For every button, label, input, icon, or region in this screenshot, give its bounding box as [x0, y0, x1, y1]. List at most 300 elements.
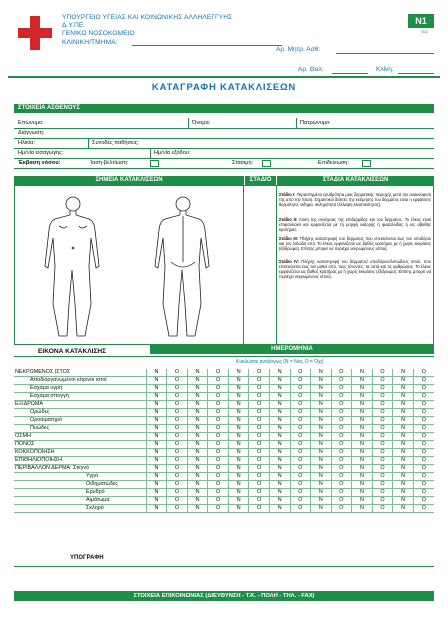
answer-cell[interactable]: O — [413, 489, 434, 497]
answer-cell[interactable]: O — [208, 481, 229, 489]
answer-cell[interactable]: N — [228, 441, 249, 449]
clinic-field[interactable] — [132, 45, 282, 46]
answer-cell[interactable]: O — [413, 377, 434, 385]
answer-cell[interactable]: N — [228, 457, 249, 465]
table-row — [14, 425, 434, 433]
answer-cell[interactable]: O — [208, 417, 229, 425]
answer-cell[interactable]: O — [331, 409, 352, 417]
answer-cell[interactable]: N — [228, 369, 249, 377]
answer-cell[interactable]: O — [167, 497, 188, 505]
answer-cell[interactable]: O — [249, 489, 270, 497]
stable-checkbox[interactable] — [262, 160, 271, 167]
answer-cell[interactable]: N — [187, 385, 208, 393]
answer-cell[interactable]: N — [393, 465, 414, 473]
answer-cell[interactable]: O — [331, 385, 352, 393]
answer-cell[interactable]: N — [187, 473, 208, 481]
answer-cell[interactable]: N — [146, 489, 167, 497]
kl-field[interactable] — [398, 73, 434, 74]
answer-cell[interactable]: N — [187, 433, 208, 441]
answer-cell[interactable]: O — [331, 425, 352, 433]
row-label: Αποδιοργανωμένοι κίτρινοι ιστοί — [14, 377, 146, 385]
answer-cell[interactable]: N — [187, 497, 208, 505]
answer-cell[interactable]: O — [372, 425, 393, 433]
wound-image-label: ΕΙΚΟΝΑ ΚΑΤΑΚΛΙΣΗΣ — [38, 348, 107, 355]
organization-block — [62, 14, 232, 47]
answer-cell[interactable]: N — [393, 417, 414, 425]
answer-cell[interactable]: O — [413, 433, 434, 441]
answer-cell[interactable]: O — [167, 417, 188, 425]
answer-cell[interactable]: O — [167, 473, 188, 481]
answer-cell[interactable]: O — [331, 401, 352, 409]
answer-cell[interactable]: O — [208, 385, 229, 393]
answer-cell[interactable]: O — [413, 457, 434, 465]
answer-cell[interactable]: N — [393, 497, 414, 505]
answer-cell[interactable]: N — [393, 505, 414, 513]
answer-cell[interactable]: O — [372, 497, 393, 505]
answer-cell[interactable]: O — [249, 377, 270, 385]
row-label: ΟΣΜΗ — [14, 433, 146, 441]
answer-cell[interactable]: N — [311, 409, 332, 417]
answer-cell[interactable]: N — [269, 377, 290, 385]
answer-cell[interactable]: N — [311, 393, 332, 401]
answer-cell[interactable]: N — [311, 505, 332, 513]
answer-cell[interactable]: O — [331, 473, 352, 481]
answer-cell[interactable]: O — [372, 505, 393, 513]
answer-cell[interactable]: N — [146, 473, 167, 481]
answer-cell[interactable]: O — [331, 393, 352, 401]
answer-cell[interactable]: N — [228, 473, 249, 481]
answer-cell[interactable]: O — [249, 385, 270, 393]
answer-cell[interactable]: O — [372, 401, 393, 409]
mitr-label: Αρ. Μητρ. Ασθ: — [276, 46, 320, 53]
answer-cell[interactable]: O — [167, 401, 188, 409]
answer-cell[interactable]: O — [208, 441, 229, 449]
date-header: ΗΜΕΡΟΜΗΝΙΑ — [150, 345, 434, 354]
answer-cell[interactable]: N — [393, 401, 414, 409]
answer-cell[interactable]: O — [331, 377, 352, 385]
answer-cell[interactable]: O — [413, 449, 434, 457]
answer-cell[interactable]: N — [146, 417, 167, 425]
answer-cell[interactable]: O — [290, 449, 311, 457]
answer-cell[interactable]: O — [331, 481, 352, 489]
answer-cell[interactable]: O — [208, 377, 229, 385]
answer-cell[interactable]: O — [331, 465, 352, 473]
answer-cell[interactable]: N — [311, 465, 332, 473]
answer-cell[interactable]: N — [228, 433, 249, 441]
answer-cell[interactable]: N — [393, 449, 414, 457]
kl-label: Κλίνη: — [376, 66, 394, 73]
answer-cell[interactable]: N — [228, 385, 249, 393]
answer-cell[interactable]: N — [269, 409, 290, 417]
answer-cell[interactable]: N — [352, 393, 373, 401]
answer-cell[interactable]: O — [372, 385, 393, 393]
answer-cell[interactable]: N — [269, 457, 290, 465]
answer-cell[interactable]: O — [249, 409, 270, 417]
answer-cell[interactable]: N — [311, 385, 332, 393]
answer-cell[interactable]: O — [413, 473, 434, 481]
answer-cell[interactable]: N — [146, 425, 167, 433]
answer-cell[interactable]: O — [290, 505, 311, 513]
answer-cell[interactable]: O — [208, 465, 229, 473]
answer-cell[interactable]: O — [167, 505, 188, 513]
answer-cell[interactable]: N — [146, 401, 167, 409]
table-row — [14, 473, 434, 481]
answer-cell[interactable]: N — [352, 457, 373, 465]
answer-cell[interactable]: N — [393, 409, 414, 417]
answer-cell[interactable]: N — [146, 497, 167, 505]
answer-cell[interactable]: N — [393, 433, 414, 441]
answer-cell[interactable]: N — [352, 385, 373, 393]
answer-cell[interactable]: N — [228, 465, 249, 473]
answer-cell[interactable]: O — [290, 377, 311, 385]
answer-cell[interactable]: O — [331, 369, 352, 377]
answer-cell[interactable]: N — [269, 369, 290, 377]
answer-cell[interactable]: O — [372, 489, 393, 497]
answer-cell[interactable]: N — [269, 449, 290, 457]
answer-cell[interactable]: N — [146, 409, 167, 417]
answer-cell[interactable]: O — [249, 401, 270, 409]
answer-cell[interactable]: O — [372, 473, 393, 481]
answer-cell[interactable]: N — [311, 417, 332, 425]
answer-cell[interactable]: O — [249, 441, 270, 449]
answer-cell[interactable]: N — [187, 377, 208, 385]
answer-cell[interactable]: O — [372, 441, 393, 449]
answer-cell[interactable]: O — [413, 497, 434, 505]
answer-cell[interactable]: N — [187, 505, 208, 513]
answer-cell[interactable]: O — [372, 369, 393, 377]
answer-cell[interactable]: N — [228, 497, 249, 505]
answer-cell[interactable]: N — [187, 465, 208, 473]
answer-cell[interactable]: N — [146, 433, 167, 441]
answer-cell[interactable]: O — [249, 465, 270, 473]
answer-cell[interactable]: O — [413, 441, 434, 449]
answer-cell[interactable]: N — [228, 401, 249, 409]
answer-cell[interactable]: N — [187, 425, 208, 433]
answer-cell[interactable]: O — [331, 449, 352, 457]
header — [8, 8, 440, 78]
answer-cell[interactable]: N — [187, 449, 208, 457]
answer-cell[interactable]: N — [146, 377, 167, 385]
answer-cell[interactable]: O — [290, 433, 311, 441]
answer-cell[interactable]: O — [167, 433, 188, 441]
answer-cell[interactable]: N — [187, 441, 208, 449]
answer-cell[interactable]: N — [187, 417, 208, 425]
answer-cell[interactable]: O — [249, 449, 270, 457]
answer-cell[interactable]: O — [413, 505, 434, 513]
answer-cell[interactable]: N — [311, 449, 332, 457]
form-code-sub: 511 — [421, 29, 428, 34]
mitr-field[interactable] — [336, 53, 434, 54]
answer-cell[interactable]: N — [269, 497, 290, 505]
answer-cell[interactable]: N — [146, 505, 167, 513]
table-row — [14, 505, 434, 513]
answer-cell[interactable]: N — [311, 433, 332, 441]
answer-cell[interactable]: N — [393, 489, 414, 497]
worsening-checkbox[interactable] — [362, 160, 371, 167]
answer-cell[interactable]: N — [352, 417, 373, 425]
answer-cell[interactable]: O — [249, 433, 270, 441]
answer-cell[interactable]: N — [352, 489, 373, 497]
answer-cell[interactable]: N — [393, 377, 414, 385]
answer-cell[interactable]: O — [372, 465, 393, 473]
answer-cell[interactable]: N — [187, 481, 208, 489]
answer-cell[interactable]: O — [290, 465, 311, 473]
answer-cell[interactable]: O — [331, 417, 352, 425]
answer-cell[interactable]: O — [331, 489, 352, 497]
answer-cell[interactable]: N — [352, 449, 373, 457]
stage-3-text: Στάδιο ΙΙΙ: Πλήρης καταστροφή του δέρματος που επεκτείνεται έως τον υποδόριο και τον λιπώδη ιστό. Το έλκος εμφανίζεται ως βαθύς κρατήρας με ή χωρίς εκκρίσεις (έξιδρωμα). Επίσης μπορεί να περιέχει νεκρωμένους ιστούς. — [279, 235, 432, 251]
page-title: ΚΑΤΑΓΡΑΦΗ ΚΑΤΑΚΛΙΣΕΩΝ — [151, 82, 297, 93]
signature-label: ΥΠΟΓΡΑΦΗ — [70, 555, 104, 561]
answer-cell[interactable]: O — [249, 417, 270, 425]
answer-cell[interactable]: N — [311, 457, 332, 465]
body-diagram-panel[interactable] — [14, 185, 244, 345]
answer-cell[interactable]: N — [228, 449, 249, 457]
row-label: Ορώδες — [14, 409, 146, 417]
answer-cell[interactable]: O — [249, 369, 270, 377]
answer-cell[interactable]: O — [167, 465, 188, 473]
legend-note: Κυκλώστε αναλόγως (N = Ναι, O = Όχι) — [236, 359, 324, 365]
answer-cell[interactable]: N — [146, 441, 167, 449]
answer-cell[interactable]: N — [352, 377, 373, 385]
answer-cell[interactable]: N — [269, 481, 290, 489]
answer-cell[interactable]: N — [352, 497, 373, 505]
answer-cell[interactable]: N — [352, 465, 373, 473]
answer-cell[interactable]: O — [167, 481, 188, 489]
answer-cell[interactable]: N — [393, 481, 414, 489]
answer-cell[interactable]: O — [413, 385, 434, 393]
answer-cell[interactable]: O — [290, 393, 311, 401]
table-row — [14, 369, 434, 377]
discharge-date-label: Ημ/νία εξόδου: — [154, 150, 191, 156]
answer-cell[interactable]: N — [187, 393, 208, 401]
stages-header: ΣΤΑΔΙΑ ΚΑΤΑΚΛΙΣΕΩΝ — [276, 176, 434, 185]
answer-cell[interactable]: N — [269, 505, 290, 513]
answer-cell[interactable]: O — [372, 449, 393, 457]
answer-cell[interactable]: N — [311, 441, 332, 449]
answer-cell[interactable]: N — [352, 473, 373, 481]
answer-cell[interactable]: N — [146, 457, 167, 465]
answer-cell[interactable]: N — [228, 377, 249, 385]
answer-cell[interactable]: N — [311, 497, 332, 505]
answer-cell[interactable]: N — [187, 369, 208, 377]
answer-cell[interactable]: O — [290, 489, 311, 497]
answer-cell[interactable]: N — [269, 401, 290, 409]
answer-cell[interactable]: O — [290, 497, 311, 505]
answer-cell[interactable]: N — [311, 473, 332, 481]
red-cross-icon — [18, 16, 52, 50]
answer-cell[interactable]: O — [331, 457, 352, 465]
answer-cell[interactable]: N — [393, 457, 414, 465]
answer-cell[interactable]: N — [228, 505, 249, 513]
answer-cell[interactable]: N — [269, 417, 290, 425]
answer-cell[interactable]: N — [393, 393, 414, 401]
table-row — [14, 489, 434, 497]
answer-cell[interactable]: N — [269, 393, 290, 401]
answer-cell[interactable]: N — [352, 425, 373, 433]
answer-cell[interactable]: O — [372, 409, 393, 417]
answer-cell[interactable]: O — [208, 505, 229, 513]
answer-cell[interactable]: N — [352, 505, 373, 513]
answer-cell[interactable]: O — [290, 473, 311, 481]
answer-cell[interactable]: N — [269, 465, 290, 473]
answer-cell[interactable]: O — [167, 369, 188, 377]
answer-cell[interactable]: O — [167, 393, 188, 401]
answer-cell[interactable]: O — [331, 497, 352, 505]
answer-cell[interactable]: N — [146, 481, 167, 489]
answer-cell[interactable]: O — [208, 497, 229, 505]
answer-cell[interactable]: O — [413, 393, 434, 401]
answer-cell[interactable]: O — [413, 369, 434, 377]
answer-cell[interactable]: O — [167, 385, 188, 393]
answer-cell[interactable]: N — [228, 425, 249, 433]
answer-cell[interactable]: O — [372, 433, 393, 441]
answer-cell[interactable]: O — [249, 481, 270, 489]
answer-cell[interactable]: O — [208, 489, 229, 497]
answer-cell[interactable]: N — [393, 369, 414, 377]
worsening-label: Επιδείνωση: — [318, 160, 349, 166]
answer-cell[interactable]: N — [146, 465, 167, 473]
answer-cell[interactable]: O — [372, 417, 393, 425]
answer-cell[interactable]: N — [146, 449, 167, 457]
answer-cell[interactable]: O — [167, 457, 188, 465]
answer-cell[interactable]: O — [249, 425, 270, 433]
answer-cell[interactable]: N — [352, 433, 373, 441]
answer-cell[interactable]: O — [413, 417, 434, 425]
answer-cell[interactable]: O — [290, 369, 311, 377]
answer-cell[interactable]: O — [208, 473, 229, 481]
answer-cell[interactable]: O — [372, 377, 393, 385]
answer-cell[interactable]: O — [372, 393, 393, 401]
answer-cell[interactable]: N — [228, 489, 249, 497]
answer-cell[interactable]: O — [413, 465, 434, 473]
answer-cell[interactable]: O — [290, 457, 311, 465]
answer-cell[interactable]: N — [269, 441, 290, 449]
answer-cell[interactable]: O — [208, 409, 229, 417]
answer-cell[interactable]: O — [372, 457, 393, 465]
answer-cell[interactable]: N — [269, 425, 290, 433]
org-line: ΓΕΝΙΚΟ ΝΟΣΟΚΟΜΕΙΟ — [62, 30, 135, 38]
answer-cell[interactable]: O — [249, 497, 270, 505]
row-label: Ερυθρό — [14, 489, 146, 497]
answer-cell[interactable]: N — [352, 409, 373, 417]
answer-cell[interactable]: O — [413, 401, 434, 409]
answer-cell[interactable]: N — [269, 489, 290, 497]
answer-cell[interactable]: O — [331, 441, 352, 449]
answer-cell[interactable]: N — [311, 377, 332, 385]
table-row — [14, 433, 434, 441]
answer-cell[interactable]: O — [249, 457, 270, 465]
row-label: ΕΠΙΘΗΛΙΟΠΟΙΗΣΗ — [14, 457, 146, 465]
answer-cell[interactable]: N — [269, 385, 290, 393]
answer-cell[interactable]: O — [290, 409, 311, 417]
answer-cell[interactable]: O — [208, 401, 229, 409]
answer-cell[interactable]: O — [249, 473, 270, 481]
stage-2-text: Στάδιο ΙΙ: Λύση της συνέχειας της επιδερμίδας και του δέρματος. Το έλκος είναι επιφανειακό και εμφανίζεται με τη μορφή εκδορής ή φυσαλλίδας ή ως αβαθής κρατήρας. — [279, 217, 431, 233]
answer-cell[interactable]: N — [269, 473, 290, 481]
thal-field[interactable] — [332, 73, 368, 74]
answer-cell[interactable]: N — [269, 433, 290, 441]
answer-cell[interactable]: N — [187, 457, 208, 465]
answer-cell[interactable]: N — [228, 481, 249, 489]
improvement-checkbox[interactable] — [150, 160, 159, 167]
name-label: Όνομα: — [192, 120, 211, 126]
table-row — [14, 449, 434, 457]
answer-cell[interactable]: N — [352, 481, 373, 489]
answer-cell[interactable]: O — [372, 481, 393, 489]
answer-cell[interactable]: N — [228, 393, 249, 401]
row-label: ΝΕΚΡΩΜΕΝΟΣ ΙΣΤΟΣ — [14, 369, 146, 377]
answer-cell[interactable]: N — [187, 401, 208, 409]
answer-cell[interactable]: O — [290, 425, 311, 433]
answer-cell[interactable]: O — [331, 505, 352, 513]
admission-date-label: Ημ/νία εισαγωγής: — [18, 150, 64, 156]
contact-footer: ΣΤΟΙΧΕΙΑ ΕΠΙΚΟΙΝΩΝΙΑΣ (ΔΙΕΥΘΥΝΣΗ - Τ.Κ. - ΠΟΛΗ - ΤΗΛ. - FAX) — [14, 591, 434, 601]
answer-cell[interactable]: O — [413, 409, 434, 417]
answer-cell[interactable]: O — [290, 481, 311, 489]
answer-cell[interactable]: O — [290, 385, 311, 393]
answer-cell[interactable]: N — [146, 369, 167, 377]
answer-cell[interactable]: N — [393, 385, 414, 393]
answer-cell[interactable]: N — [311, 481, 332, 489]
answer-cell[interactable]: O — [208, 393, 229, 401]
answer-cell[interactable]: O — [208, 425, 229, 433]
answer-cell[interactable]: O — [413, 425, 434, 433]
answer-cell[interactable]: O — [167, 409, 188, 417]
answer-cell[interactable]: O — [167, 489, 188, 497]
answer-cell[interactable]: N — [311, 425, 332, 433]
answer-cell[interactable]: N — [146, 385, 167, 393]
answer-cell[interactable]: N — [352, 401, 373, 409]
answer-cell[interactable]: O — [208, 433, 229, 441]
answer-cell[interactable]: O — [290, 441, 311, 449]
answer-cell[interactable]: N — [393, 473, 414, 481]
answer-cell[interactable]: N — [311, 401, 332, 409]
answer-cell[interactable]: N — [311, 369, 332, 377]
thal-label: Αρ. Θαλ: — [298, 66, 324, 73]
answer-cell[interactable]: N — [393, 441, 414, 449]
improvement-label: Ίαση-βελτίωση: — [90, 160, 129, 166]
form-code-badge: N1 — [408, 14, 434, 28]
answer-cell[interactable]: N — [393, 425, 414, 433]
answer-cell[interactable]: O — [208, 449, 229, 457]
answer-cell[interactable]: O — [167, 425, 188, 433]
answer-cell[interactable]: O — [249, 393, 270, 401]
answer-cell[interactable]: O — [249, 505, 270, 513]
answer-cell[interactable]: N — [352, 369, 373, 377]
answer-cell[interactable]: O — [331, 433, 352, 441]
answer-cell[interactable]: O — [413, 481, 434, 489]
diagnosis-label: Διάγνωση: — [18, 130, 45, 136]
answer-cell[interactable]: N — [187, 409, 208, 417]
answer-cell[interactable]: N — [228, 409, 249, 417]
answer-cell[interactable]: N — [228, 417, 249, 425]
answer-cell[interactable]: O — [208, 457, 229, 465]
answer-cell[interactable]: O — [167, 441, 188, 449]
row-label: Υγρό — [14, 473, 146, 481]
answer-cell[interactable]: O — [290, 401, 311, 409]
row-label: Οροαιματηρό — [14, 417, 146, 425]
answer-cell[interactable]: N — [146, 393, 167, 401]
stage-column[interactable] — [244, 185, 276, 345]
answer-cell[interactable]: O — [290, 417, 311, 425]
answer-cell[interactable]: N — [187, 489, 208, 497]
answer-cell[interactable]: O — [167, 449, 188, 457]
answer-cell[interactable]: O — [208, 369, 229, 377]
answer-cell[interactable]: N — [352, 441, 373, 449]
answer-cell[interactable]: O — [167, 377, 188, 385]
answer-cell[interactable]: N — [311, 489, 332, 497]
